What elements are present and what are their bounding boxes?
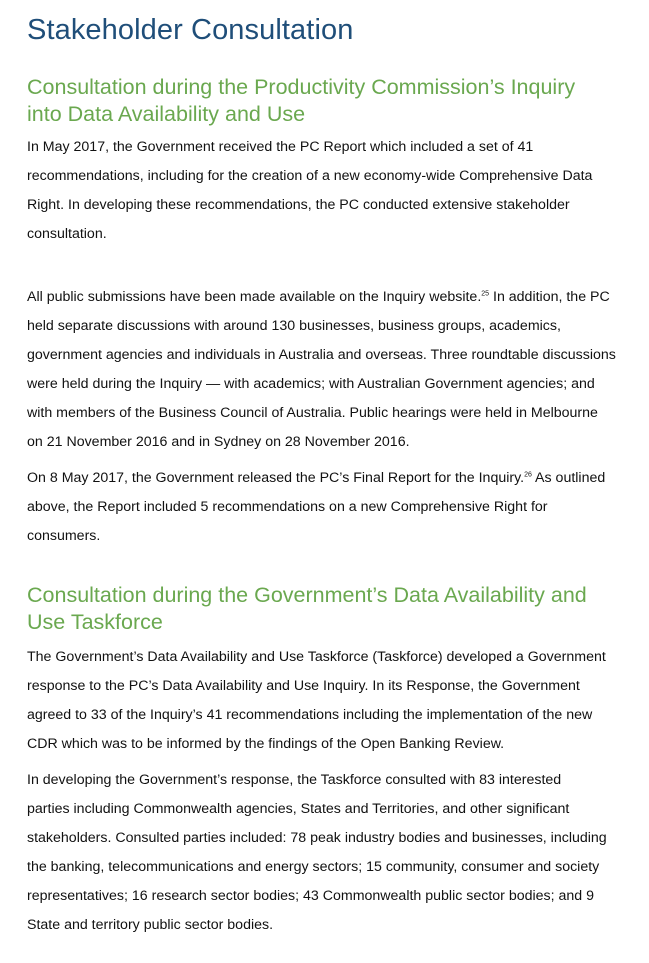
section-heading-taskforce — [27, 582, 627, 636]
text-line: above, the Report included 5 recommendations on a new Comprehensive Right for — [27, 499, 548, 515]
paragraph-final-report — [27, 464, 627, 551]
paragraph-pc-report — [27, 133, 627, 249]
text-line: In addition, the PC — [489, 289, 610, 305]
text-line: In developing the Government’s response, the Taskforce consulted with 83 interested — [27, 772, 562, 788]
text-line: On 8 May 2017, the Government released the PC’s Final Report for the Inquiry. — [27, 470, 525, 486]
text-line: The Government’s Data Availability and Use Taskforce (Taskforce) developed a Government — [27, 649, 606, 665]
paragraph-consulted-parties — [27, 766, 627, 940]
text-line: agreed to 33 of the Inquiry’s 41 recommendations including the implementation of the new — [27, 707, 593, 723]
text-line: State and territory public sector bodies. — [27, 917, 274, 933]
text-line: In May 2017, the Government received the PC Report which included a set of 41 — [27, 139, 534, 155]
heading-line: Consultation during the Productivity Commission’s Inquiry — [27, 75, 576, 99]
text-line: CDR which was to be informed by the findings of the Open Banking Review. — [27, 736, 505, 752]
heading-line: into Data Availability and Use — [27, 102, 306, 126]
text-line: stakeholders. Consulted parties included: 78 peak industry bodies and businesses, including — [27, 830, 607, 846]
text-line: consumers. — [27, 528, 101, 544]
text-line: All public submissions have been made available on the Inquiry website. — [27, 289, 482, 305]
footnote-ref-25[interactable]: 25 — [481, 290, 490, 298]
footnote-ref-26[interactable]: 26 — [524, 471, 532, 479]
text-line: held separate discussions with around 130 businesses, business groups, academics, — [27, 318, 561, 334]
text-line: with members of the Business Council of Australia. Public hearings were held in Melbourne — [27, 405, 598, 421]
text-line: As outlined — [531, 470, 606, 486]
text-line: consultation. — [27, 226, 107, 242]
text-line: response to the PC’s Data Availability and Use Inquiry. In its Response, the Government — [27, 678, 580, 694]
text-line: parties including Commonwealth agencies, States and Territories, and other significant — [27, 801, 570, 817]
text-line: recommendations, including for the creation of a new economy-wide Comprehensive Data — [27, 168, 593, 184]
text-line: the banking, telecommunications and energy sectors; 15 community, consumer and society — [27, 859, 600, 875]
paragraph-taskforce-response — [27, 643, 627, 759]
heading-line: Consultation during the Government’s Data Availability and — [27, 583, 587, 607]
page-title: Stakeholder Consultation — [27, 14, 354, 46]
text-line: representatives; 16 research sector bodies; 43 Commonwealth public sector bodies; and 9 — [27, 888, 595, 904]
text-line: were held during the Inquiry — with academics; with Australian Government agencies; and — [27, 376, 595, 392]
section-heading-pc-inquiry — [27, 74, 627, 128]
text-line: government agencies and individuals in Australia and overseas. Three roundtable discussions — [27, 347, 616, 363]
paragraph-public-submissions — [27, 283, 627, 457]
heading-line: Use Taskforce — [27, 610, 163, 634]
text-line: on 21 November 2016 and in Sydney on 28 November 2016. — [27, 434, 410, 450]
text-line: Right. In developing these recommendations, the PC conducted extensive stakeholder — [27, 197, 570, 213]
